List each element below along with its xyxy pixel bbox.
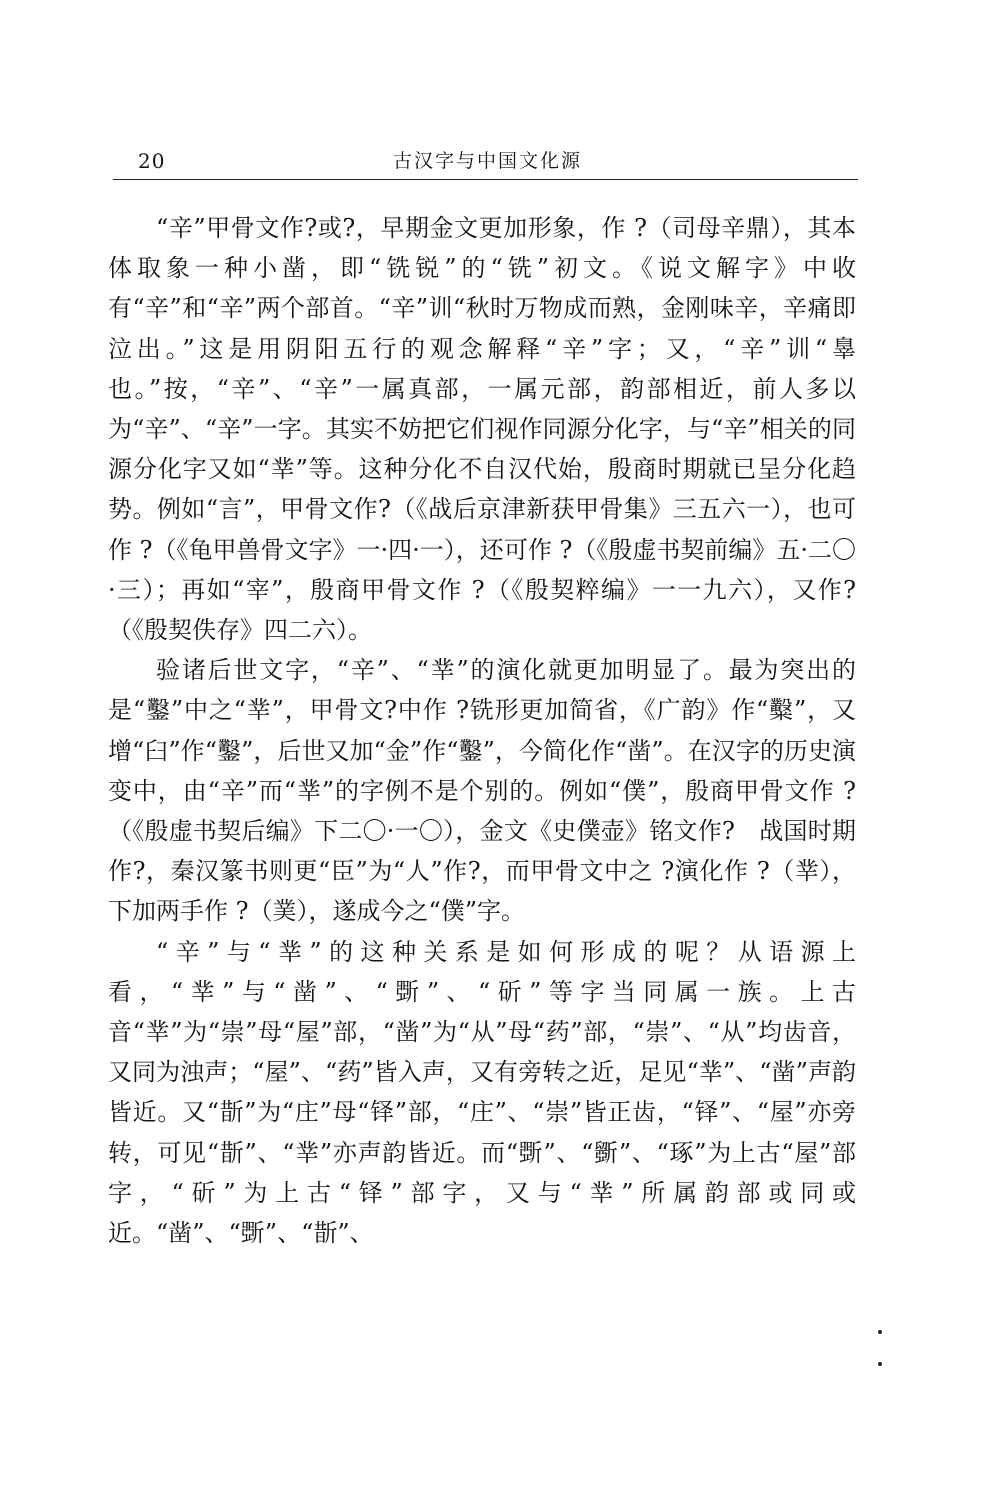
margin-dot: [878, 1330, 882, 1334]
paragraph-1: “辛”甲骨文作?或?，早期金文更加形象，作 ?（司母辛鼎），其本体取象一种小凿，即“铣锐”的“铣”初文。《说文解字》中收有“辛”和“辛”两个部首。“辛”训“秋时万物成而熟，金刚味辛，辛痛即泣出。”这是用阴阳五行的观念解释“辛”字；又，“辛”训“辠也。”按，“辛”、“辛”一属真部，一属元部，韵部相近，前人多以为“辛”、“辛”一字。其实不妨把它们视作同源分化字，与“辛”相关的同源分化字又如“丵”等。这种分化不自汉代始，殷商时期就已呈分化趋势。例如“言”，甲骨文作?（《战后京津新获甲骨集》三五六一），也可作 ?（《龟甲兽骨文字》一·四·一），还可作 ?（《殷虚书契前编》五·二〇·三）；再如“宰”，殷商甲骨文作 ?（《殷契粹编》一一九六），又作?（《殷契佚存》四二六）。: [108, 214, 856, 645]
body-text: [108, 208, 856, 1253]
page-number: 20: [138, 149, 166, 173]
margin-marks: [878, 1330, 886, 1370]
page-header: [113, 148, 858, 182]
paragraph-2: 验诸后世文字，“辛”、“丵”的演化就更加明显了。最为突出的是“鑿”中之“丵”，甲骨文?中作 ?铣形更加简省，《广韵》作“糳”，又增“臼”作“鑿”，后世又加“金”作“鑿”，今简化作“凿”。在汉字的历史演变中，由“辛”而“丵”的字例不是个别的。例如“僕”，殷商甲骨文作 ?（《殷虚书契后编》下二〇·一〇），金文《史僕壶》铭文作? 战国时期作?，秦汉篆书则更“臣”为“人”作?，而甲骨文中之 ?演化作 ?（丵），下加两手作 ?（菐），遂成今之“僕”字。: [108, 656, 856, 926]
margin-dot: [878, 1362, 882, 1366]
running-title: 古汉字与中国文化源: [393, 150, 583, 172]
paragraph-3: “辛”与“丵”的这种关系是如何形成的呢？从语源上看，“丵”与“凿”、“斲”、“斫”等字当同属一族。上古音“丵”为“崇”母“屋”部，“凿”为“从”母“药”部，“崇”、“从”均齿音，又同为浊声；“屋”、“药”皆入声，又有旁转之近，足见“丵”、“凿”声韵皆近。又“斮”为“庄”母“铎”部，“庄”、“崇”皆正齿，“铎”、“屋”亦旁转，可见“斮”、“丵”亦声韵皆近。而“斲”、“斵”、“琢”为上古“屋”部字，“斫”为上古“铎”部字，又与“丵”所属韵部或同或近。“凿”、“斲”、“斮”、: [108, 937, 856, 1248]
header-rule: [113, 179, 858, 180]
